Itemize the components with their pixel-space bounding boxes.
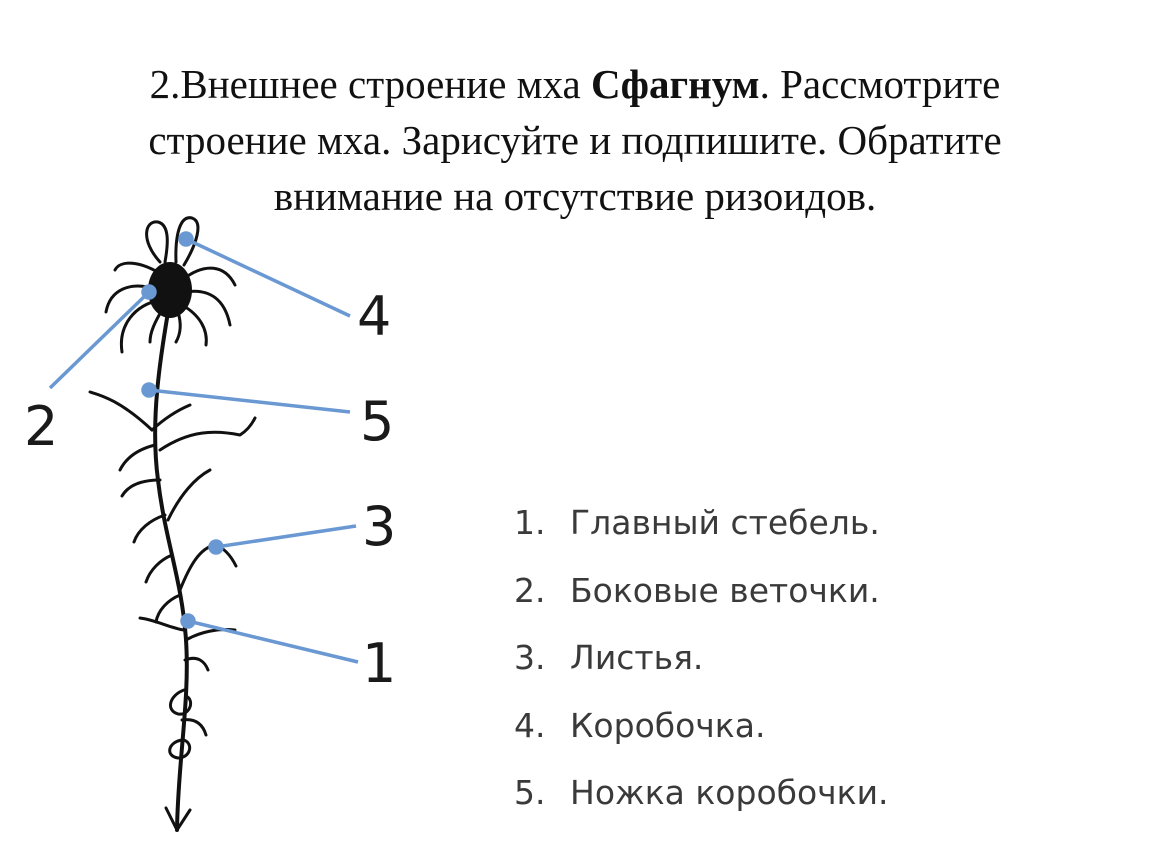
side-branch xyxy=(120,445,155,470)
leader-line-3 xyxy=(216,526,356,547)
legend-item xyxy=(514,500,889,568)
callout-number-1: 1 xyxy=(362,632,397,695)
legend-number: 2. xyxy=(514,570,546,610)
side-branch xyxy=(156,595,180,622)
leader-dot-1 xyxy=(182,615,194,627)
title-prefix: 2.Внешнее строение мха xyxy=(149,61,591,107)
legend-text: Листья. xyxy=(570,638,704,677)
leader-dot-3 xyxy=(210,541,222,553)
legend-text: Главный стебель. xyxy=(570,503,880,542)
side-branch xyxy=(134,515,165,542)
moss-plant-drawing xyxy=(90,218,255,830)
head-branch xyxy=(150,310,162,342)
title-line1-rest: . Рассмотрите xyxy=(759,61,1001,107)
side-branch xyxy=(168,470,210,520)
legend-number: 1. xyxy=(514,503,546,542)
legend-number: 4. xyxy=(514,705,546,745)
leader-dot-5 xyxy=(143,384,155,396)
title-bold-term: Сфагнум xyxy=(591,61,760,107)
callout-number-4: 4 xyxy=(357,285,392,348)
leader-lines xyxy=(50,233,358,662)
legend-item xyxy=(514,703,889,771)
legend-item xyxy=(514,770,889,838)
callout-number-3: 3 xyxy=(362,495,397,558)
capsule-lobe xyxy=(147,222,168,262)
leader-line-1 xyxy=(188,621,358,662)
head-branch xyxy=(182,305,206,345)
leader-line-2 xyxy=(50,292,149,388)
legend-number: 5. xyxy=(514,773,546,812)
legend-list xyxy=(514,500,889,838)
callout-number-2: 2 xyxy=(24,395,59,458)
leader-line-4 xyxy=(186,239,350,316)
side-branch xyxy=(140,618,184,630)
callout-number-5: 5 xyxy=(360,390,395,453)
title-line2: строение мха. Зарисуйте и подпишите. Обратите xyxy=(148,117,1002,163)
legend-text: Боковые веточки. xyxy=(570,570,880,610)
side-branch xyxy=(160,418,255,450)
title-line3: внимание на отсутствие ризоидов. xyxy=(273,173,877,219)
leaf-branch xyxy=(180,545,236,590)
head-branch xyxy=(185,291,230,325)
side-branch xyxy=(90,392,152,430)
legend-item xyxy=(514,635,889,703)
side-branch xyxy=(146,555,172,582)
leader-dot-2 xyxy=(143,286,155,298)
legend-text: Коробочка. xyxy=(570,705,766,745)
side-branch xyxy=(122,480,160,496)
legend-number: 3. xyxy=(514,638,546,677)
legend-text: Ножка коробочки. xyxy=(570,773,889,812)
leader-dot-4 xyxy=(180,233,192,245)
legend-item xyxy=(514,568,889,636)
